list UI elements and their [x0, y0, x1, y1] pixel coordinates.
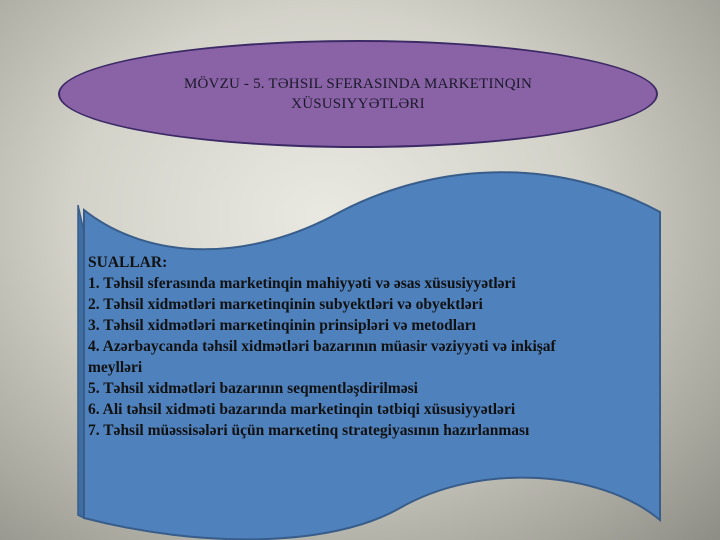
topic-ellipse	[58, 40, 658, 148]
question-item-4: 4. Azərbaycanda təhsil xidmətləri bazarının müasir vəziyyəti və inkişaf	[88, 338, 556, 355]
question-item-5: 5. Təhsil xidmətləri bazarının seqmentləşdirilməsi	[88, 380, 418, 397]
question-item-6: 6. Ali təhsil xidməti bazarında marketinqin tətbiqi xüsusiyyətləri	[88, 401, 516, 418]
question-item-1: 1. Təhsil sferasında marketinqin mahiyyəti və əsas xüsusiyyətləri	[88, 275, 516, 292]
question-item-2: 2. Təhsil xidmətləri marкetinqinin subyektləri və obyektləri	[88, 296, 483, 313]
topic-title-line-1: MÖVZU - 5. TƏHSIL SFERASINDA MARKETINQIN	[183, 76, 532, 92]
questions-block	[88, 252, 663, 441]
question-item-7: 7. Təhsil müəssisələri üçün marкetinq strategiyasının hazırlanması	[88, 422, 530, 439]
question-item-4-continued: meylləri	[88, 359, 143, 376]
question-item-3: 3. Təhsil xidmətləri marкetinqinin prinsipləri və metodları	[88, 317, 476, 334]
topic-title-line-2: XÜSUSIYYƏTLƏRI	[291, 96, 425, 112]
questions-heading: SUALLAR:	[88, 254, 168, 271]
